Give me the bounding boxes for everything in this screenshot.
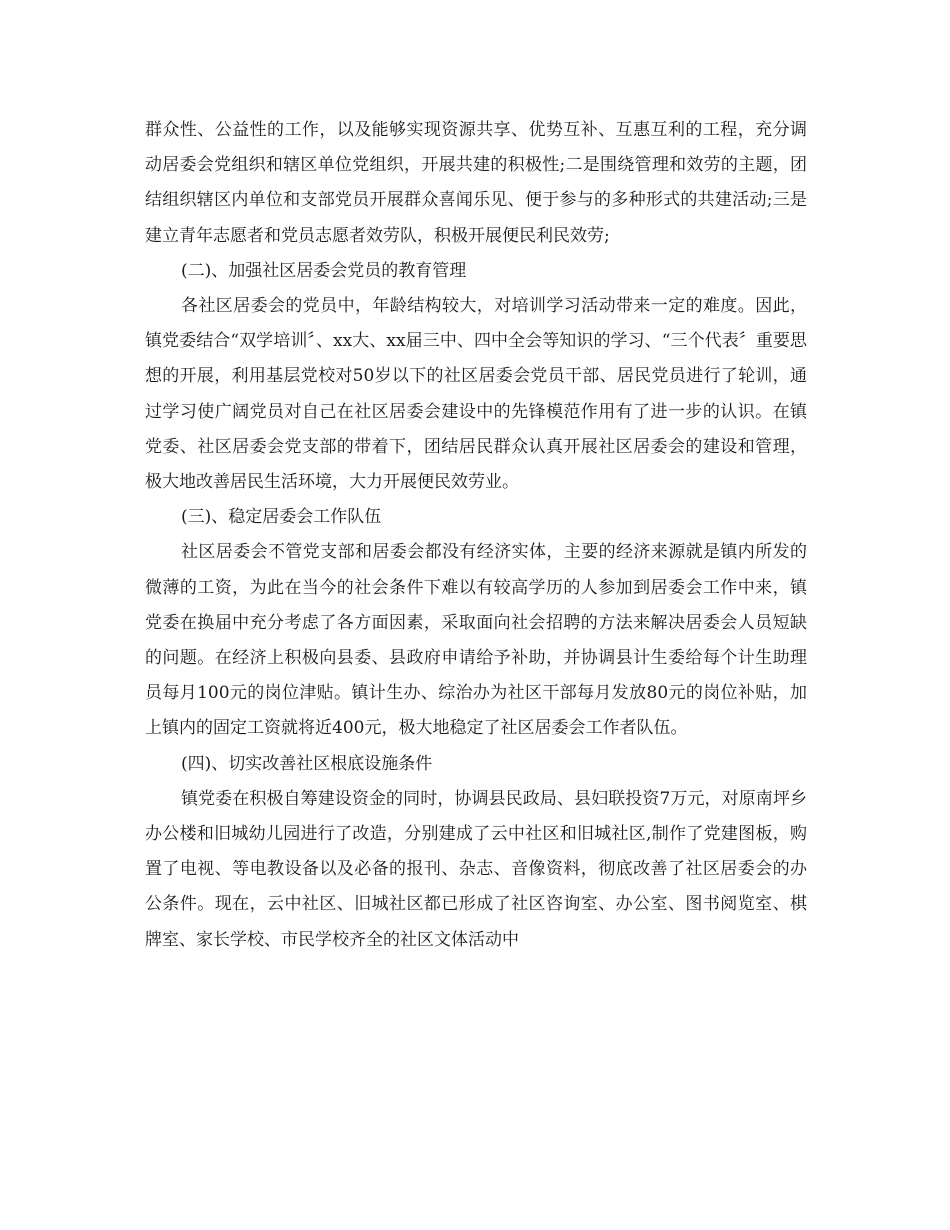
document-page [145, 113, 807, 958]
section-heading-party-education: (二)、加强社区居委会党员的教育管理 [181, 260, 467, 281]
paragraph-stable-team: 社区居委会不管党支部和居委会都没有经济实体，主要的经济来源就是镇内所发的微薄的工资，为此在当今的社会条件下难以有较高学历的人参加到居委会工作中来，镇党委在换届中充分考虑了各方面因素，采取面向社会招聘的方法来解决居委会人员短缺的问题。在经济上积极向县委、县政府申请给予补助，并协调县计生委给每个计生助理员每月100元的岗位津贴。镇计生办、综治办为社区干部每月发放80元的岗位补贴，加上镇内的固定工资就将近400元，极大地稳定了社区居委会工作者队伍。 [145, 542, 807, 739]
paragraph-party-education: 各社区居委会的党员中，年龄结构较大，对培训学习活动带来一定的难度。因此，镇党委结合“双学培训〞、xx大、xx届三中、四中全会等知识的学习、“三个代表〞重要思想的开展，利用基层党校对50岁以下的社区居委会党员干部、居民党员进行了轮训，通过学习使广阔党员对自己在社区居委会建设中的先锋模范作用有了进一步的认识。在镇党委、社区居委会党支部的带着下，团结居民群众认真开展社区居委会的建设和管理，极大地改善居民生活环境，大力开展便民效劳业。 [145, 296, 807, 493]
section-heading-infrastructure: (四)、切实改善社区根底设施条件 [181, 753, 433, 774]
section-heading-stable-team: (三)、稳定居委会工作队伍 [181, 507, 382, 528]
paragraph-infrastructure: 镇党委在积极自筹建设资金的同时，协调县民政局、县妇联投资7万元，对原南坪乡办公楼和旧城幼儿园进行了改造，分别建成了云中社区和旧城社区,制作了党建图板，购置了电视、等电教设备以及必备的报刊、杂志、音像资料，彻底改善了社区居委会的办公条件。现在，云中社区、旧城社区都已形成了社区咨询室、办公室、图书阅览室、棋牌室、家长学校、市民学校齐全的社区文体活动中 [145, 788, 807, 950]
paragraph-co-building-intro: 群众性、公益性的工作，以及能够实现资源共享、优势互补、互惠互利的工程，充分调动居委会党组织和辖区单位党组织，开展共建的积极性;二是围绕管理和效劳的主题，团结组织辖区内单位和支部党员开展群众喜闻乐见、便于参与的多种形式的共建活动;三是建立青年志愿者和党员志愿者效劳队，积极开展便民利民效劳; [145, 120, 807, 246]
